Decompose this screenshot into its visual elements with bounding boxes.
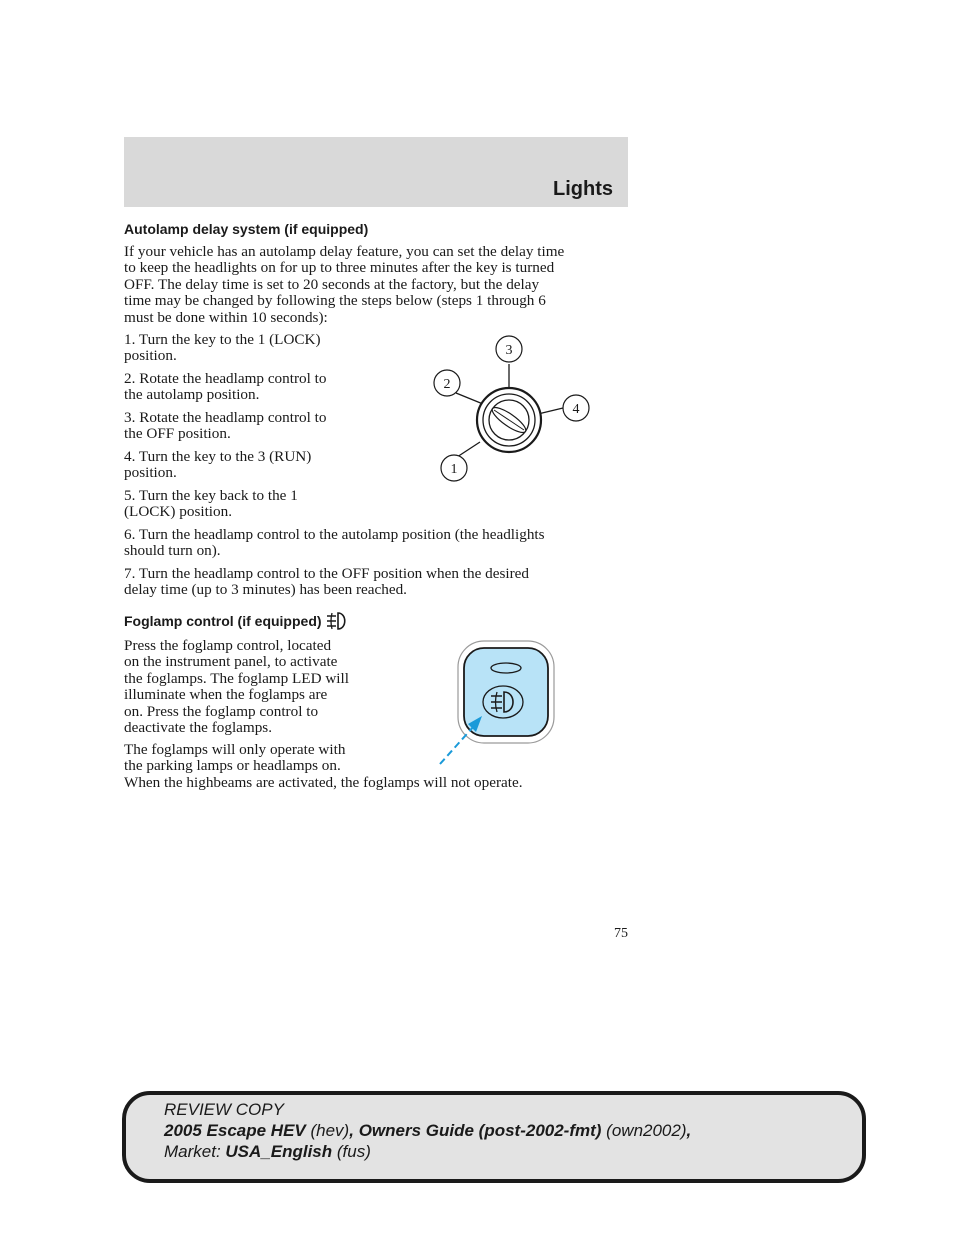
foglamp-control-illustration	[436, 638, 558, 770]
text-line: the parking lamps or headlamps on.	[124, 757, 341, 775]
text-line: position.	[124, 347, 177, 365]
position-1-label: 1	[450, 462, 458, 477]
text-line: to keep the headlights on for up to three minutes after the key is turned	[124, 259, 555, 277]
autolamp-heading: Autolamp delay system (if equipped)	[124, 221, 369, 237]
text-line: the foglamps. The foglamp LED will	[124, 669, 349, 687]
step-2	[124, 371, 326, 404]
text-line: deactivate the foglamps.	[124, 719, 273, 737]
ignition-key-diagram	[428, 334, 598, 489]
step-7	[124, 566, 529, 599]
position-4-line	[538, 408, 563, 414]
ignition-cylinder-icon	[477, 388, 541, 452]
step-6	[124, 527, 545, 560]
step-1	[124, 332, 321, 365]
step-3	[124, 410, 326, 443]
text-line: Press the foglamp control, located	[124, 637, 332, 654]
text-line: The foglamps will only operate with	[124, 741, 346, 758]
footer-market-line: Market: USA_English (fus)	[164, 1142, 371, 1161]
footer-text	[164, 1099, 691, 1162]
foglamp-heading-text: Foglamp control (if equipped)	[124, 613, 322, 629]
step-5	[124, 488, 298, 521]
position-2-label: 2	[443, 377, 451, 392]
footer-model-line: 2005 Escape HEV (hev), Owners Guide (post-2002-fmt) (own2002),	[164, 1121, 692, 1140]
text-line: should turn on).	[124, 542, 221, 560]
text-line: time may be changed by following the steps below (steps 1 through 6	[124, 292, 546, 310]
text-line: 1. Turn the key to the 1 (LOCK)	[124, 331, 321, 348]
text-line: OFF. The delay time is set to 20 seconds at the factory, but the delay	[124, 275, 540, 293]
text-line: illuminate when the foglamps are	[124, 686, 328, 704]
text-line: must be done within 10 seconds):	[124, 308, 328, 326]
text-line: 3. Rotate the headlamp control to	[124, 409, 327, 426]
foglamp-description	[124, 638, 349, 736]
text-line: delay time (up to 3 minutes) has been reached.	[124, 581, 407, 599]
text-line: When the highbeams are activated, the foglamps will not operate.	[124, 773, 523, 791]
text-line: the OFF position.	[124, 425, 231, 443]
text-line: 5. Turn the key back to the 1	[124, 487, 298, 504]
text-line: 7. Turn the headlamp control to the OFF position when the desired	[124, 565, 529, 582]
position-3-label: 3	[505, 343, 513, 358]
position-2-line	[456, 393, 483, 404]
section-title: Lights	[553, 178, 613, 200]
page-number: 75	[614, 926, 628, 941]
foglamp-symbol-icon	[324, 611, 350, 631]
section-header	[124, 137, 628, 207]
text-line: position.	[124, 464, 177, 482]
review-copy-label: REVIEW COPY	[164, 1100, 284, 1119]
autolamp-intro	[124, 244, 564, 326]
text-line: on the instrument panel, to activate	[124, 653, 338, 671]
text-line: 2. Rotate the headlamp control to	[124, 370, 327, 387]
review-copy-footer	[122, 1091, 866, 1183]
foglamp-heading	[124, 611, 350, 631]
text-line: (LOCK) position.	[124, 503, 232, 521]
text-line: 4. Turn the key to the 3 (RUN)	[124, 448, 312, 465]
text-line: the autolamp position.	[124, 386, 260, 404]
step-4	[124, 449, 311, 482]
text-line: 6. Turn the headlamp control to the autolamp position (the headlights	[124, 526, 545, 543]
position-4-label: 4	[572, 402, 580, 417]
text-line: If your vehicle has an autolamp delay feature, you can set the delay time	[124, 243, 565, 260]
text-line: on. Press the foglamp control to	[124, 702, 319, 720]
